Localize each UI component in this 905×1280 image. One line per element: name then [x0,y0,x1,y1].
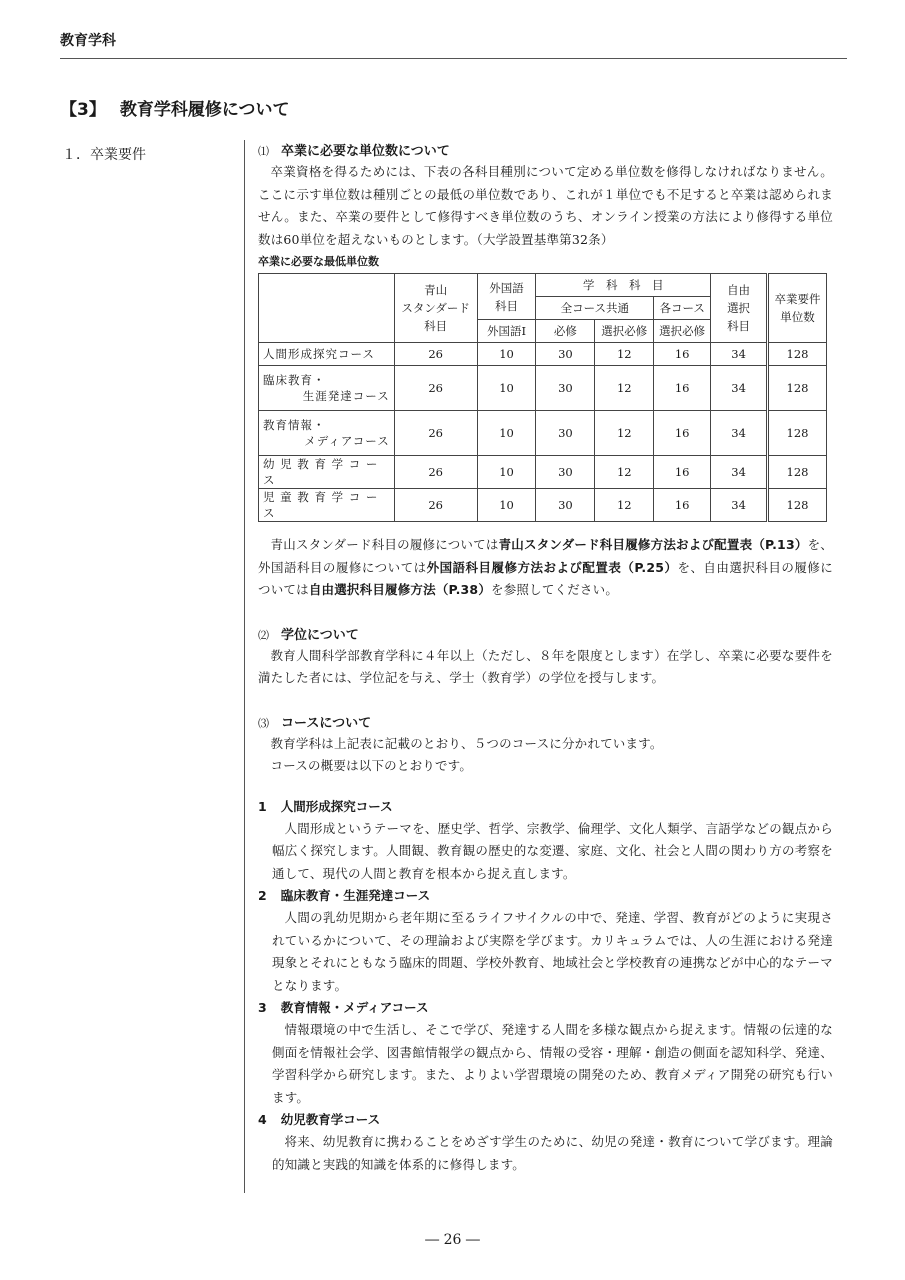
course-title-text: 幼児教育学コース [280,1112,381,1127]
course-name-cell [259,456,395,489]
credit-cell: 26 [394,366,477,411]
part3-heading [258,712,833,731]
free-elective-reference: 自由選択科目履修方法（P.38） [308,582,492,597]
course-description: 将来、幼児教育に携わることをめざす学生のために、幼児の発達・教育について学びます。理論的知識と実践的知識を体系的に修得します。 [272,1134,833,1172]
credit-cell: 128 [768,366,827,411]
course-description: 人間形成というテーマを、歴史学、哲学、宗教学、倫理学、文化人類学、言語学などの観点から幅広く探究します。人間観、教育観の歴史的な変遷、家庭、文化、社会と人間の関わり方の考察を通して、現代の人間と教育を根本から捉え直します。 [272,820,833,881]
credit-cell: 128 [768,456,827,489]
course-name-line-1: 教育情報・ [263,418,326,432]
credit-cell: 26 [394,411,477,456]
header-elective-required-each: 選択必修 [654,320,711,343]
header-foreign-1: 外国語Ⅰ [477,320,536,343]
part1-number: ⑴ [258,145,269,158]
aoyama-reference: 青山スタンダード科目履修方法および配置表（P.13） [498,537,808,552]
course-title [258,885,833,907]
table-row [259,411,827,456]
credit-cell: 34 [711,489,768,522]
subsection-label: １．卒業要件 [62,147,146,163]
course-number: 1 [258,798,267,814]
part1-heading-text: 卒業に必要な単位数について [281,144,450,159]
course-name-line-1: 臨床教育・ [263,373,326,387]
credit-cell: 10 [477,366,536,411]
credit-cell: 128 [768,343,827,366]
credit-cell: 10 [477,343,536,366]
section-number: 【3】 [60,100,106,120]
course-name-line-1: 児 童 教 育 学 コ ー ス [263,490,379,520]
credit-cell: 128 [768,489,827,522]
header-rule [60,58,847,59]
part2-number: ⑵ [258,628,269,642]
course-title [258,997,833,1019]
credit-cell: 30 [536,411,595,456]
course-number: 2 [258,888,267,903]
course-description: 情報環境の中で生活し、そこで学び、発達する人間を多様な観点から捉えます。情報の伝達的な側面を情報社会学、図書館情報学の観点から、情報の受容・理解・創造の側面を認知科学、発達、学習科学から研究します。また、よりよい学習環境の開発のため、教育メディア開発の研究も行います。 [272,1022,833,1105]
credit-cell: 30 [536,343,595,366]
course-item [258,997,833,1109]
credit-cell: 26 [394,489,477,522]
credit-cell: 12 [595,411,654,456]
header-free-elective: 自由 選択 科目 [711,274,768,343]
part3-line-1: 教育学科は上記表に記載のとおり、５つのコースに分かれています。 [270,735,663,751]
table-row [259,343,827,366]
credit-cell: 26 [394,343,477,366]
credit-cell: 34 [711,411,768,456]
credit-cell: 10 [477,489,536,522]
part3-number: ⑶ [258,716,269,730]
header-common: 全コース共通 [536,297,654,320]
after-table-text-4: を参照してください。 [491,582,619,597]
section-title [60,95,290,120]
header-elective-required: 選択必修 [595,320,654,343]
after-table-text-1: 青山スタンダード科目の履修については [270,537,499,552]
credit-cell: 12 [595,489,654,522]
credit-cell: 12 [595,366,654,411]
part1-paragraph: 卒業資格を得るためには、下表の各科目種別について定める単位数を修得しなければなりません。ここに示す単位数は種別ごとの最低の単位数であり、これが１単位でも不足すると卒業は認められません。また、卒業の要件として修得すべき単位数のうち、オンライン授業の方法により修得する単位数は60単位を超えないものとします。（大学設置基準第32条） [258,164,833,247]
foreign-reference: 外国語科目履修方法および配置表（P.25） [426,559,678,575]
credit-cell: 30 [536,366,595,411]
table-row [259,366,827,411]
page-number: ― 26 ― [425,1232,480,1248]
credit-cell: 34 [711,456,768,489]
course-title-text: 教育情報・メディアコース [280,1000,429,1015]
part2-heading-text: 学位について [281,627,359,643]
part2-heading [258,624,833,643]
credit-cell: 12 [595,343,654,366]
credit-cell: 34 [711,343,768,366]
header-gakka: 学 科 科 目 [536,274,711,297]
credit-cell: 16 [654,456,711,489]
header-required: 必修 [536,320,595,343]
course-title-text: 臨床教育・生涯発達コース [280,888,431,903]
course-number: 3 [258,1000,267,1015]
course-title-text: 人間形成探究コース [280,798,393,814]
credit-cell: 16 [654,489,711,522]
course-name-cell [259,411,395,456]
course-name-cell [259,489,395,522]
after-table-text-3: を、自由選択科目の履修については [258,559,834,597]
course-title [258,796,833,818]
course-description: 人間の乳幼児期から老年期に至るライフサイクルの中で、発達、学習、教育がどのように実現されているかについて、その理論および実際を学びます。カリキュラムでは、人の生涯における発達現象とそれにともなう臨床的問題、学校外教育、地域社会と学校教育の連携などが中心的なテーマとなります。 [272,910,833,993]
credit-cell: 16 [654,366,711,411]
table-row [259,456,827,489]
main-content [258,140,833,1176]
credit-cell: 30 [536,456,595,489]
section-title-text: 教育学科履修について [119,100,290,120]
header-foreign: 外国語 科目 [477,274,536,320]
header-label: 教育学科 [60,33,116,49]
credit-cell: 34 [711,366,768,411]
header-aoyama: 青山 スタンダード 科目 [394,274,477,343]
credit-cell: 10 [477,456,536,489]
course-name-line-2: メディアコース [304,434,390,448]
credit-cell: 16 [654,343,711,366]
table-caption: 卒業に必要な最低単位数 [258,255,379,268]
course-name-line-1: 幼 児 教 育 学 コ ー ス [263,457,379,487]
credit-cell: 128 [768,411,827,456]
course-name-line-2: 生涯発達コース [302,389,390,403]
course-list [258,796,833,1177]
part2-paragraph: 教育人間科学部教育学科に４年以上（ただし、８年を限度とします）在学し、卒業に必要な要件を満たした者には、学位記を与え、学士（教育学）の学位を授与します。 [258,647,833,685]
credit-cell: 16 [654,411,711,456]
credit-cell: 30 [536,489,595,522]
course-name-line-1: 人間形成探究コース [263,347,375,361]
course-title [258,1109,833,1131]
table-corner-cell [259,274,395,343]
credit-cell: 12 [595,456,654,489]
requirements-table [258,273,827,522]
table-body [259,343,827,522]
after-table-paragraph [258,534,833,602]
table-row [259,489,827,522]
course-item [258,885,833,997]
header-total: 卒業要件 単位数 [768,274,827,343]
course-name-cell [259,366,395,411]
credit-cell: 10 [477,411,536,456]
vertical-divider [244,140,245,1193]
after-table-text-2: を、外国語科目の履修については [258,537,833,575]
part3-line-2: コースの概要は以下のとおりです。 [270,758,473,773]
credit-cell: 26 [394,456,477,489]
header-each-course: 各コース [654,297,711,320]
course-item [258,1109,833,1176]
part1-heading [258,140,833,159]
part3-heading-text: コースについて [281,715,372,731]
course-item [258,796,833,886]
course-name-cell [259,343,395,366]
course-number: 4 [258,1112,267,1127]
